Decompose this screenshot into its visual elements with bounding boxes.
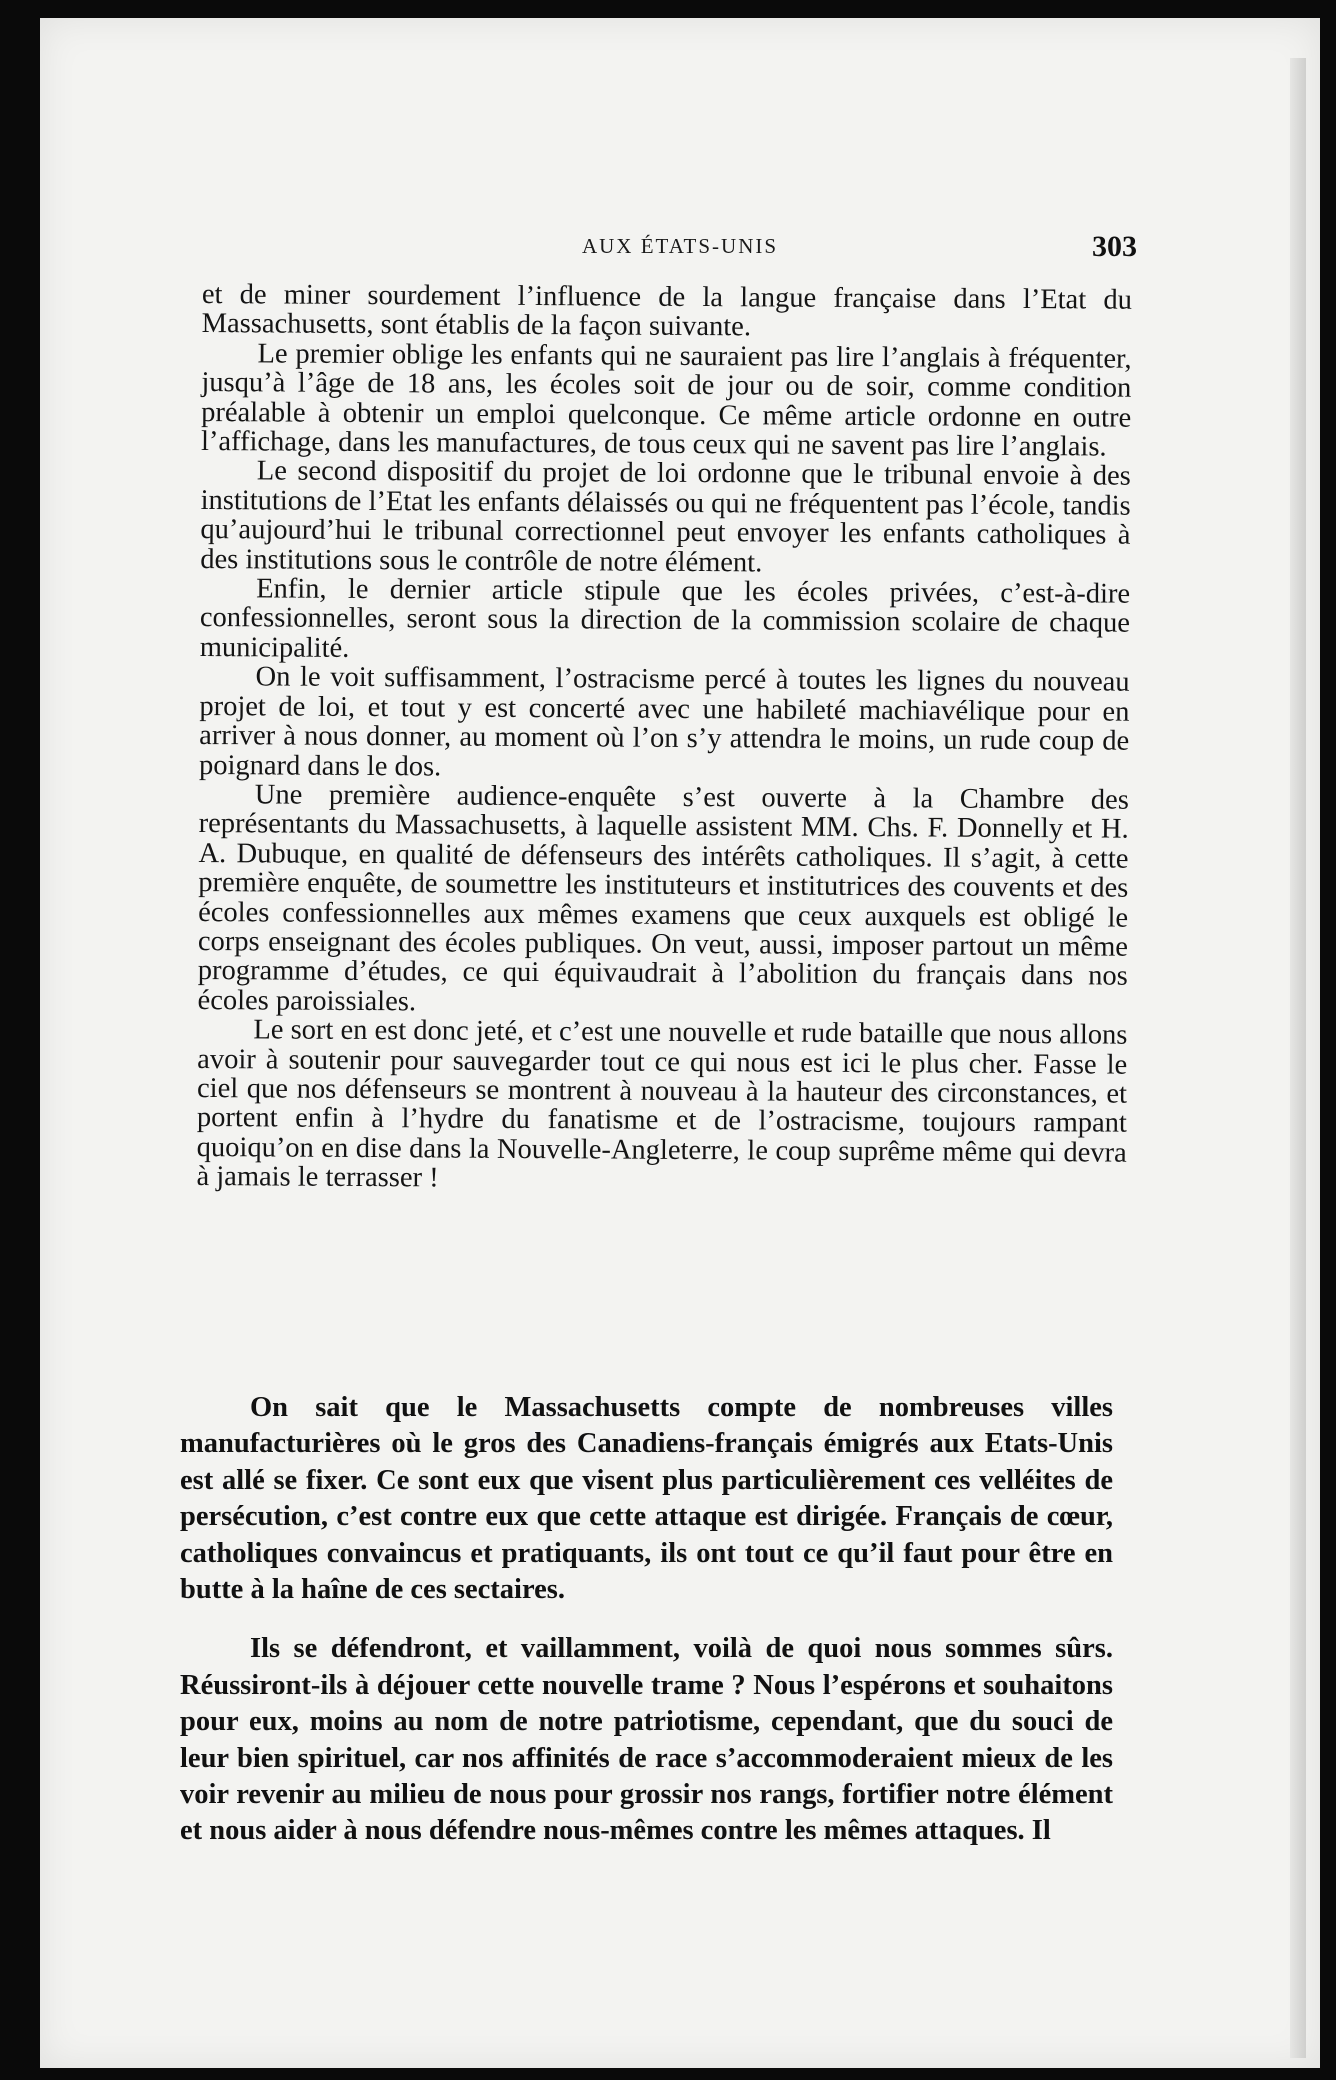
paragraph: Une première audience-enquête s’est ouverte à la Chambre des représentants du Massachusetts, à laquelle assistent MM. Chs. F. Donnelly et H. A. Dubuque, en qualité de défenseurs des intérêts catholiques. Il s’agit, à cette première enquête, de soumettre les instituteurs et institutrices des couvents et des écoles confessionnelles aux mêmes examens que ceux auxquels est obligé le corps enseignant des écoles publiques. On veut, aussi, imposer partout un même programme d’études, ce qui équivaudrait à l’abolition du français dans nos écoles paroissiales. (197, 779, 1129, 1018)
page-edge (1290, 58, 1306, 2058)
body-text-block (196, 280, 1132, 1197)
body-text-block-bold (180, 1390, 1113, 1850)
paragraph: On le voit suffisamment, l’ostracisme percé à toutes les lignes du nouveau projet de loi, et tout y est concerté avec une habileté machiavélique pour en arriver à nous donner, au moment où l’on s’y attendra le moins, un rude coup de poignard dans le dos. (198, 661, 1130, 782)
paragraph: Le sort en est donc jeté, et c’est une nouvelle et rude bataille que nous allons avoir à soutenir pour sauvegarder tout ce qui nous est ici le plus cher. Fasse le ciel que nos défenseurs se montrent à nouveau à la hauteur des circonstances, et portent enfin à l’hydre du fanatisme et de l’ostracisme, toujours rampant quoiqu’on en dise dans la Nouvelle-Angleterre, le coup suprême même qui devra à jamais le terrasser ! (196, 1014, 1128, 1194)
page-number: 303 (1092, 230, 1137, 263)
paragraph: et de miner sourdement l’influence de la langue française dans l’Etat du Massachusetts, sont établis de la façon suivante. (201, 279, 1132, 343)
running-title: AUX ÉTATS-UNIS (581, 234, 779, 258)
paragraph: Le premier oblige les enfants qui ne sauraient pas lire l’anglais à fréquenter, jusqu’à l’âge de 18 ans, les écoles soit de jour ou de soir, comme condition préalable à obtenir un emploi quelconque. Ce même article ordonne en outre l’affichage, dans les manufactures, de tous ceux qui ne savent pas lire l’anglais. (200, 338, 1132, 463)
paragraph: On sait que le Massachusetts compte de nombreuses villes manufacturières où le gros des Canadiens-français émigrés aux Etats-Unis est allé se fixer. Ce sont eux que visent plus particulièrement ces velléites de persécution, c’est contre eux que cette attaque est dirigée. Français de cœur, catholiques convaincus et pratiquants, ils ont tout ce qu’il faut pour être en butte à la haîne de ces sectaires. (180, 1392, 1113, 1606)
book-page (40, 18, 1320, 2068)
page-header (40, 230, 1320, 270)
paragraph: Le second dispositif du projet de loi ordonne que le tribunal envoie à des institutions de l’Etat les enfants délaissés ou qui ne fréquentent pas l’école, tandis qu’aujourd’hui le tribunal correctionnel peut envoyer les enfants catholiques à des institutions sous le contrôle de notre élément. (200, 455, 1131, 579)
paragraph: Ils se défendront, et vaillamment, voilà de quoi nous sommes sûrs. Réussiront-ils à déjouer cette nouvelle trame ? Nous l’espérons et souhaitons pour eux, moins au nom de notre patriotisme, cependant, que du souci de leur bien spirituel, car nos affinités de race s’accommoderaient mieux de les voir revenir au milieu de nous pour grossir nos rangs, fortifier notre élément et nous aider à nous défendre nous-mêmes contre les mêmes attaques. Il (180, 1633, 1113, 1847)
paragraph: Enfin, le dernier article stipule que les écoles privées, c’est-à-dire confessionnelles, seront sous la direction de la commission scolaire de chaque municipalité. (199, 573, 1131, 664)
